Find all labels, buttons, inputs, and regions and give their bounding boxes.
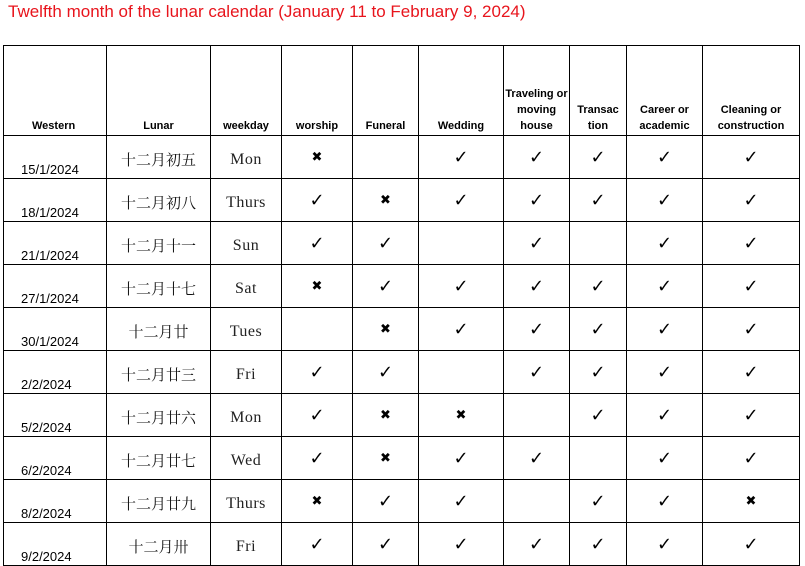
table-row [4,222,800,265]
header-wedding: Wedding [419,46,504,136]
check-icon: ✓ [453,275,469,297]
check-icon: ✓ [656,146,673,168]
weekday-cell: Sun [211,222,282,265]
check-icon: ✓ [590,189,606,211]
career-cell [627,351,703,394]
worship-cell [282,179,353,222]
lunar-date-cell: 十二月卅 [107,523,211,566]
check-icon: ✓ [309,447,325,469]
check-icon: ✓ [743,447,759,469]
western-date-cell: 21/1/2024 [4,222,107,265]
check-icon: ✓ [377,533,394,555]
header-worship: worship [282,46,353,136]
table-row [4,351,800,394]
travel-cell [504,523,570,566]
western-date-cell: 9/2/2024 [4,523,107,566]
wedding-cell [419,222,504,265]
worship-cell [282,523,353,566]
lunar-date-cell: 十二月初八 [107,179,211,222]
check-icon: ✓ [309,232,325,254]
worship-cell [282,351,353,394]
cleaning-cell [703,351,800,394]
transaction-cell [570,222,627,265]
lunar-date-cell: 十二月廿 [107,308,211,351]
check-icon: ✓ [743,275,759,297]
lunar-date-cell: 十二月十一 [107,222,211,265]
cleaning-cell [703,394,800,437]
funeral-cell [353,394,419,437]
cleaning-cell [703,179,800,222]
travel-cell [504,222,570,265]
wedding-cell [419,265,504,308]
lunar-date-cell: 十二月十七 [107,265,211,308]
table-row [4,136,800,179]
cross-icon: ✖ [380,193,391,208]
cross-icon: ✖ [380,408,391,423]
header-travel: Traveling or moving house [504,46,570,136]
check-icon: ✓ [453,447,469,469]
check-icon: ✓ [743,189,759,211]
check-icon: ✓ [743,533,759,555]
wedding-cell [419,480,504,523]
table-row [4,308,800,351]
check-icon: ✓ [453,490,469,512]
wedding-cell [419,437,504,480]
cleaning-cell [703,265,800,308]
check-icon: ✓ [309,189,325,211]
check-icon: ✓ [528,318,545,340]
career-cell [627,265,703,308]
funeral-cell [353,136,419,179]
table-row [4,437,800,480]
check-icon: ✓ [743,146,759,168]
check-icon: ✓ [453,146,469,168]
worship-cell [282,136,353,179]
cross-icon: ✖ [380,451,391,466]
header-career: Career or academic [627,46,703,136]
career-cell [627,136,703,179]
check-icon: ✓ [590,361,606,383]
check-icon: ✓ [656,533,673,555]
check-icon: ✓ [590,146,606,168]
header-lunar: Lunar [107,46,211,136]
funeral-cell [353,480,419,523]
cleaning-cell [703,437,800,480]
western-date-cell: 15/1/2024 [4,136,107,179]
table-row [4,179,800,222]
transaction-cell [570,523,627,566]
cross-icon: ✖ [311,494,323,509]
western-date-cell: 2/2/2024 [4,351,107,394]
funeral-cell [353,265,419,308]
career-cell [627,523,703,566]
check-icon: ✓ [377,490,394,512]
worship-cell [282,437,353,480]
table-row [4,523,800,566]
wedding-cell [419,308,504,351]
travel-cell [504,308,570,351]
worship-cell [282,308,353,351]
weekday-cell: Fri [211,523,282,566]
wedding-cell [419,351,504,394]
transaction-cell [570,394,627,437]
check-icon: ✓ [656,490,673,512]
page-title: Twelfth month of the lunar calendar (January 11 to February 9, 2024) [8,2,526,21]
check-icon: ✓ [656,318,673,340]
cross-icon: ✖ [311,150,323,165]
table-row [4,265,800,308]
western-date-cell: 27/1/2024 [4,265,107,308]
check-icon: ✓ [528,533,545,555]
travel-cell [504,394,570,437]
transaction-cell [570,351,627,394]
check-icon: ✓ [590,533,606,555]
check-icon: ✓ [656,361,673,383]
travel-cell [504,351,570,394]
western-date-cell: 30/1/2024 [4,308,107,351]
check-icon: ✓ [528,447,545,469]
transaction-cell [570,480,627,523]
lunar-calendar-table [3,45,800,566]
funeral-cell [353,222,419,265]
check-icon: ✓ [309,404,325,426]
transaction-cell [570,136,627,179]
check-icon: ✓ [309,533,325,555]
transaction-cell [570,265,627,308]
table-row [4,480,800,523]
lunar-date-cell: 十二月初五 [107,136,211,179]
cross-icon: ✖ [380,322,391,337]
wedding-cell [419,394,504,437]
check-icon: ✓ [743,318,759,340]
check-icon: ✓ [590,318,606,340]
career-cell [627,222,703,265]
check-icon: ✓ [656,189,673,211]
header-weekday: weekday [211,46,282,136]
career-cell [627,480,703,523]
career-cell [627,437,703,480]
check-icon: ✓ [528,189,545,211]
check-icon: ✓ [656,232,673,254]
western-date-cell: 6/2/2024 [4,437,107,480]
header-western: Western [4,46,107,136]
weekday-cell: Mon [211,394,282,437]
worship-cell [282,222,353,265]
check-icon: ✓ [528,275,545,297]
wedding-cell [419,136,504,179]
funeral-cell [353,351,419,394]
lunar-date-cell: 十二月廿七 [107,437,211,480]
weekday-cell: Sat [211,265,282,308]
cleaning-cell [703,136,800,179]
travel-cell [504,265,570,308]
cross-icon: ✖ [745,494,757,509]
funeral-cell [353,179,419,222]
check-icon: ✓ [590,275,606,297]
check-icon: ✓ [377,275,394,297]
cross-icon: ✖ [455,408,467,423]
funeral-cell [353,437,419,480]
check-icon: ✓ [453,318,469,340]
check-icon: ✓ [528,361,545,383]
weekday-cell: Mon [211,136,282,179]
check-icon: ✓ [656,447,673,469]
western-date-cell: 8/2/2024 [4,480,107,523]
check-icon: ✓ [453,533,469,555]
check-icon: ✓ [377,232,394,254]
check-icon: ✓ [309,361,325,383]
lunar-date-cell: 十二月廿九 [107,480,211,523]
cleaning-cell [703,523,800,566]
check-icon: ✓ [453,189,469,211]
travel-cell [504,136,570,179]
check-icon: ✓ [656,275,673,297]
transaction-cell [570,308,627,351]
weekday-cell: Tues [211,308,282,351]
worship-cell [282,265,353,308]
weekday-cell: Thurs [211,179,282,222]
travel-cell [504,179,570,222]
header-row [4,46,800,136]
weekday-cell: Thurs [211,480,282,523]
western-date-cell: 5/2/2024 [4,394,107,437]
header-transaction: Transac tion [570,46,627,136]
check-icon: ✓ [743,361,759,383]
western-date-cell: 18/1/2024 [4,179,107,222]
cross-icon: ✖ [311,279,323,294]
wedding-cell [419,523,504,566]
worship-cell [282,480,353,523]
career-cell [627,394,703,437]
check-icon: ✓ [656,404,673,426]
wedding-cell [419,179,504,222]
weekday-cell: Fri [211,351,282,394]
travel-cell [504,437,570,480]
cleaning-cell [703,308,800,351]
check-icon: ✓ [377,361,394,383]
cleaning-cell [703,480,800,523]
travel-cell [504,480,570,523]
funeral-cell [353,523,419,566]
cleaning-cell [703,222,800,265]
transaction-cell [570,179,627,222]
header-cleaning: Cleaning or construction [703,46,800,136]
table-row [4,394,800,437]
check-icon: ✓ [528,146,545,168]
check-icon: ✓ [743,404,759,426]
header-funeral: Funeral [353,46,419,136]
career-cell [627,308,703,351]
check-icon: ✓ [590,404,606,426]
check-icon: ✓ [528,232,545,254]
check-icon: ✓ [590,490,606,512]
weekday-cell: Wed [211,437,282,480]
check-icon: ✓ [743,232,759,254]
career-cell [627,179,703,222]
transaction-cell [570,437,627,480]
lunar-date-cell: 十二月廿三 [107,351,211,394]
funeral-cell [353,308,419,351]
worship-cell [282,394,353,437]
lunar-date-cell: 十二月廿六 [107,394,211,437]
